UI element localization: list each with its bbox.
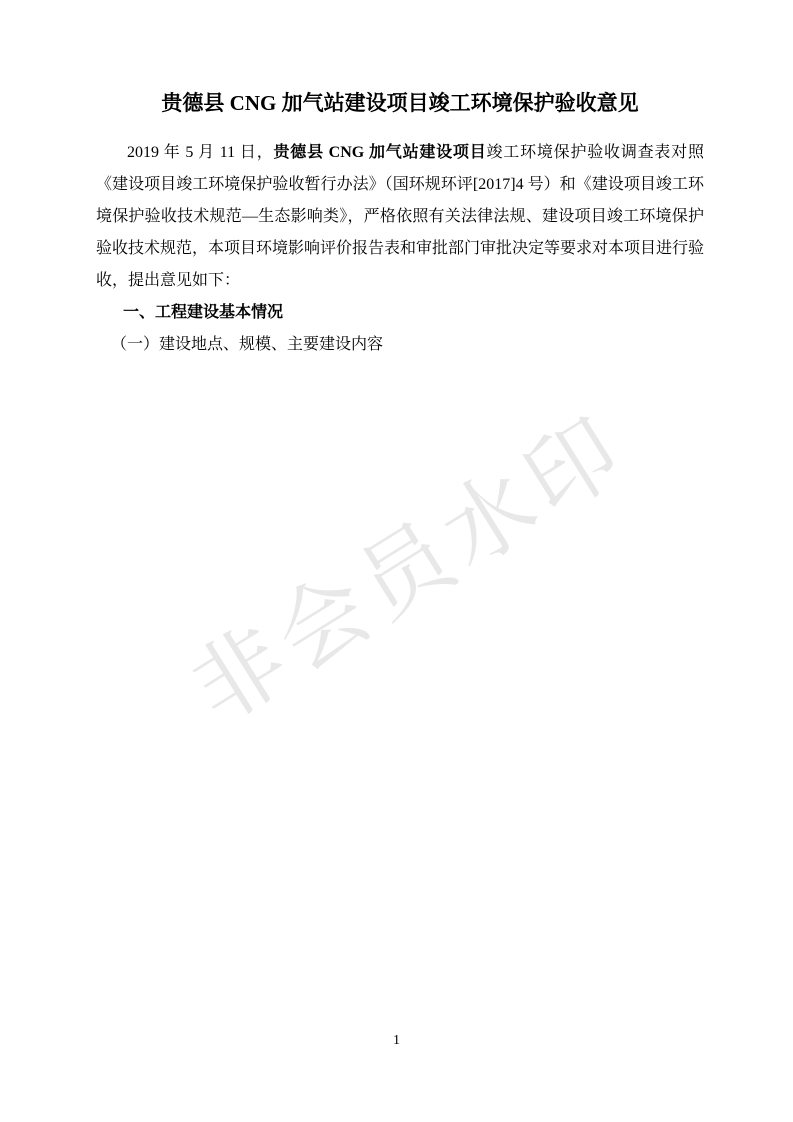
paragraph-line-1 — [96, 137, 704, 169]
paragraph-line-4: 验收技术规范，本项目环境影响评价报告表和审批部门审批决定等要求对本项目进行验 — [96, 240, 705, 257]
page-footer — [0, 1032, 793, 1050]
document-body — [96, 88, 704, 361]
paragraph-line-2: 《建设项目竣工环境保护验收暂行办法》（国环规环评[2017]4 号）和《建设项目竣工环 — [96, 176, 704, 193]
document-title: 贵德县 CNG 加气站建设项目竣工环境保护验收意见 — [161, 91, 639, 115]
paragraph-line-1-prefix: 2019 年 5 月 11 日， — [127, 144, 274, 161]
paragraph-line-1-suffix: 竣工环境保护验收调查表对照 — [486, 144, 704, 161]
page-number: 1 — [393, 1033, 400, 1048]
paragraph-line-3: 境保护验收技术规范—生态影响类》，严格依照有关法律法规、建设项目竣工环境保护 — [96, 208, 704, 225]
subsection-heading: （一）建设地点、规模、主要建设内容 — [111, 336, 384, 353]
paragraph-line-1-bold-project-name: 贵德县 CNG 加气站建设项目 — [273, 144, 487, 161]
section-heading: 一、工程建设基本情况 — [123, 304, 284, 321]
paragraph-line-5: 收，提出意见如下： — [96, 272, 241, 289]
watermark: 非会员水印 — [175, 397, 645, 742]
